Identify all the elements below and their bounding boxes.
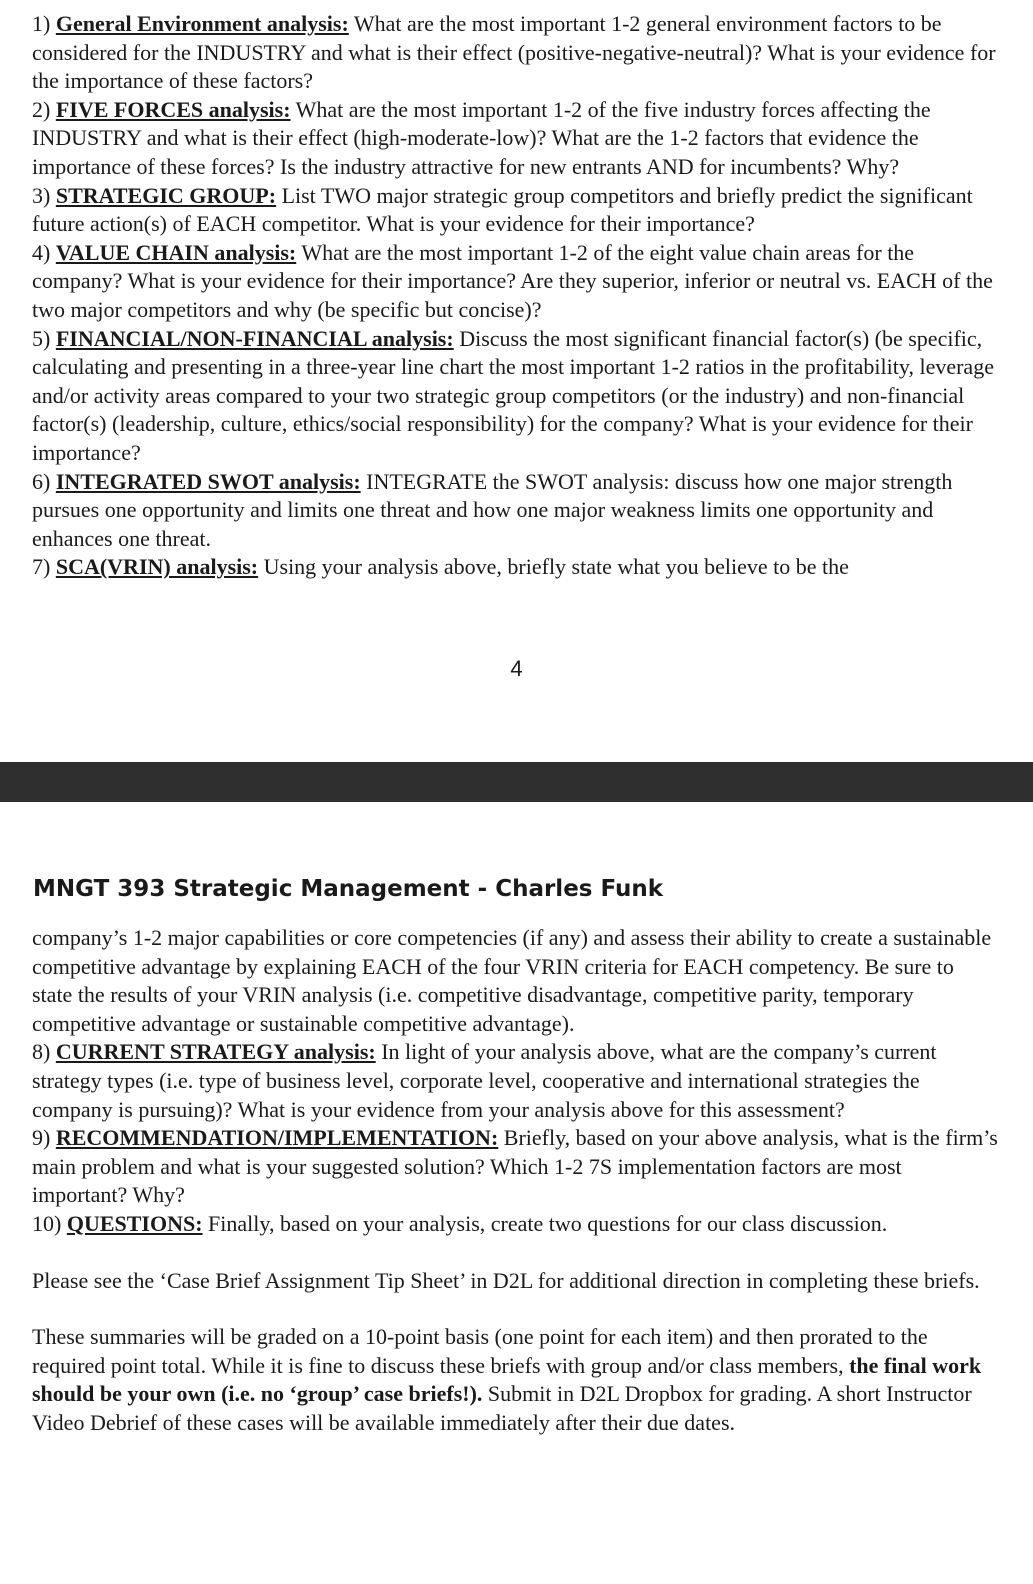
item-number: 4) — [32, 239, 51, 265]
paragraph-spacer — [32, 1295, 999, 1323]
item-text: What are the most important 1-2 of the eight value chain areas for the company? What is your evidence for their importance? Are they superior, inferior or neutral vs. EACH of the two major competitors and why (be specific but concise)? — [32, 239, 993, 322]
item-label: General Environment analysis: — [55, 11, 349, 36]
item-number: 8) — [32, 1039, 51, 1065]
item-label: INTEGRATED SWOT analysis: — [55, 468, 361, 494]
grading-note — [32, 1323, 999, 1437]
item-number: 3) — [32, 182, 51, 208]
item-text: What are the most important 1-2 general environment factors to be considered for the INDUSTRY and what is their effect (positive-negative-neutral)? What is your evidence for the importance of these factors? — [32, 11, 996, 94]
list-item — [32, 553, 999, 582]
item-text: Using your analysis above, briefly state what you believe to be the — [263, 554, 849, 580]
item-label: VALUE CHAIN analysis: — [55, 239, 297, 265]
tip-sheet-note: Please see the ‘Case Brief Assignment Tip Sheet’ in D2L for additional direction in completing these briefs. — [32, 1267, 980, 1293]
list-item — [32, 239, 999, 325]
item-number: 7) — [32, 554, 51, 580]
item-number: 2) — [32, 96, 51, 122]
item-text: INTEGRATE the SWOT analysis: discuss how one major strength pursues one opportunity and limits one threat and how one major weakness limits one opportunity and enhances one threat. — [32, 468, 953, 551]
list-item — [32, 1210, 999, 1239]
page-header: MNGT 393 Strategic Management - Charles Funk — [33, 876, 664, 902]
document-page-top — [0, 0, 1033, 762]
item-number: 1) — [32, 11, 51, 36]
list-item — [32, 468, 999, 554]
item-label: FIVE FORCES analysis: — [55, 96, 291, 122]
paragraph-spacer — [32, 1239, 999, 1267]
item-text: In light of your analysis above, what are the company’s current strategy types (i.e. type of business level, corporate level, cooperative and international strategies the company is pursuing)? What is your evidence from your analysis above for this assessment? — [32, 1039, 937, 1122]
item-text: Finally, based on your analysis, create two questions for our class discussion. — [208, 1210, 888, 1236]
item-text: List TWO major strategic group competitors and briefly predict the significant future action(s) of EACH competitor. What is your evidence for their importance? — [32, 182, 973, 237]
item-number: 10) — [32, 1210, 62, 1236]
item-label: RECOMMENDATION/IMPLEMENTATION: — [55, 1125, 499, 1151]
item-number: 9) — [32, 1125, 51, 1151]
page-number: 4 — [510, 656, 523, 681]
item-label: QUESTIONS: — [66, 1210, 203, 1236]
assignment-items-bottom — [0, 924, 1033, 1438]
list-item — [32, 1038, 999, 1124]
item-label: STRATEGIC GROUP: — [55, 182, 277, 208]
continuation-text: company’s 1-2 major capabilities or core competencies (if any) and assess their ability to create a sustainable competitive advantage by explaining EACH of the four VRIN criteria for EACH competency. Be sure to state the results of your VRIN analysis (i.e. competitive disadvantage, competitive parity, temporary competitive advantage or sustainable competitive advantage). — [32, 925, 992, 1036]
grading-note-text: These summaries will be graded on a 10-point basis (one point for each item) and then prorated to the required point total. While it is fine to discuss these briefs with group and/or class members, — [32, 1324, 928, 1378]
item-text: Briefly, based on your above analysis, what is the firm’s main problem and what is your suggested solution? Which 1-2 7S implementation factors are most important? Why? — [32, 1125, 998, 1208]
item-label: FINANCIAL/NON-FINANCIAL analysis: — [55, 325, 454, 351]
item-number: 6) — [32, 468, 51, 494]
list-item — [32, 182, 999, 239]
list-item — [32, 96, 999, 182]
grading-note-text: Submit in D2L Dropbox for grading. A short Instructor Video Debrief of these cases will be available immediately after their due dates. — [32, 1381, 972, 1435]
item-text: What are the most important 1-2 of the five industry forces affecting the INDUSTRY and what is their effect (high-moderate-low)? What are the 1-2 factors that evidence the importance of these forces? Is the industry attractive for new entrants AND for incumbents? Why? — [32, 96, 931, 179]
item-number: 5) — [32, 325, 51, 351]
assignment-items-top — [0, 0, 1033, 582]
list-item — [32, 10, 999, 96]
item-text: Discuss the most significant financial factor(s) (be specific, calculating and presenting in a three-year line chart the most important 1-2 ratios in the profitability, leverage and/or activity areas compared to your two strategic group competitors (or the industry) and non-financial factor(s) (leadership, culture, ethics/social responsibility) for the company? What is your evidence for their importance? — [32, 325, 994, 465]
document-page-bottom — [0, 802, 1033, 1584]
list-item — [32, 325, 999, 468]
grading-note-emphasis: the final work should be your own (i.e. no ‘group’ case briefs!). — [32, 1352, 982, 1407]
list-item — [32, 1124, 999, 1210]
page-divider — [0, 762, 1033, 802]
item-label: CURRENT STRATEGY analysis: — [55, 1039, 376, 1065]
item-label: SCA(VRIN) analysis: — [55, 554, 259, 580]
